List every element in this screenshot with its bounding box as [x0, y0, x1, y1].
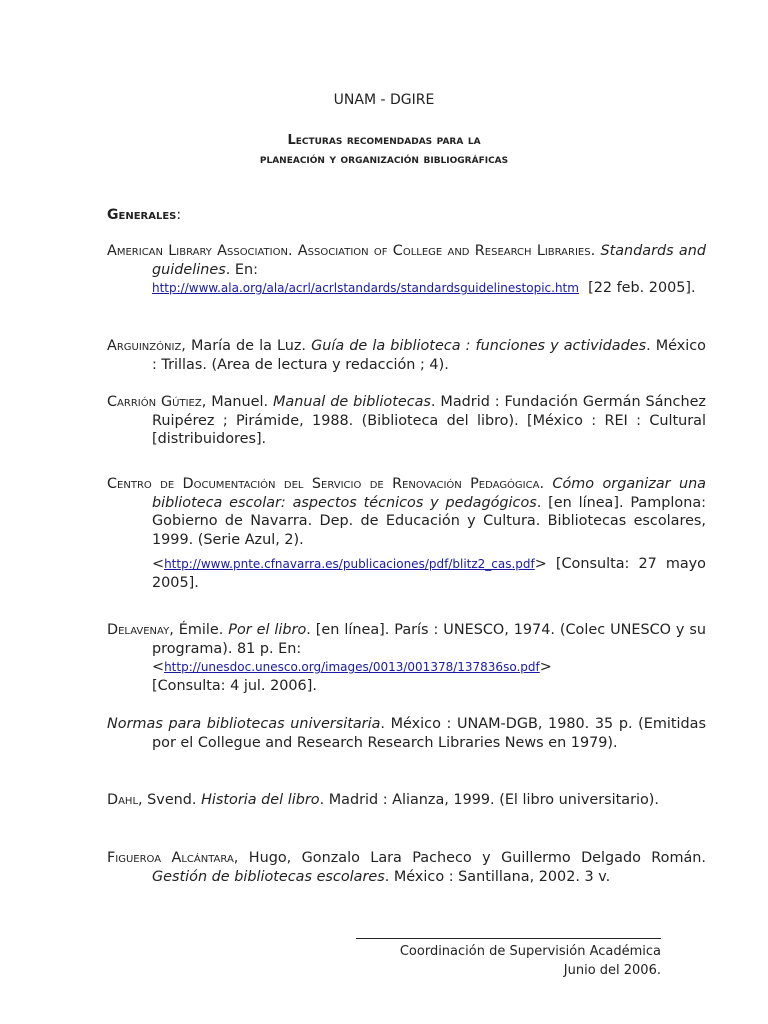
entry-author-rest: , Manuel. [201, 394, 269, 410]
reference-entry-figueroa [107, 849, 706, 886]
footer-line-1: Coordinación de Supervisión Académica [399, 944, 661, 959]
reference-entry-centro [107, 475, 706, 593]
entry-text: . Madrid : Alianza, 1999. (El libro universitario). [319, 792, 659, 808]
reference-entry-ala [107, 242, 706, 298]
entry-consulta: [Consulta: 4 jul. 2006]. [152, 677, 317, 694]
entry-text: . [en línea]. Pamplona: Gobierno de Navarra. Dep. de Educación y Cultura. Bibliotecas escolares, 1999. (Serie Azul, 2). [152, 494, 706, 548]
entry-title: Standards and guidelines [152, 243, 706, 278]
entry-text: . México : UNAM-DGB, 1980. 35 p. (Emitidas por el Collegue and Research Research Libraries News en 1979). [152, 716, 706, 751]
entry-title: Por el libro [228, 622, 307, 638]
url-open-bracket: < [152, 556, 165, 573]
entry-author: Dahl [107, 792, 139, 808]
footer-divider [356, 938, 661, 939]
reference-entry-dahl [107, 791, 706, 810]
url-close-bracket: > [534, 556, 547, 573]
footer-line-2: Junio del 2006. [563, 963, 661, 978]
entry-author: Arguinzóniz [107, 338, 182, 354]
entry-url-link[interactable]: http://www.ala.org/ala/acrl/acrlstandards/standardsguidelinestopic.htm [152, 281, 579, 296]
entry-author-rest: , Svend. [138, 792, 197, 808]
section-heading-text: Generales [107, 207, 177, 223]
reference-entry-delavenay [107, 621, 706, 695]
entry-url-line [152, 555, 706, 592]
entry-url-link[interactable]: http://www.pnte.cfnavarra.es/publicaciones/pdf/blitz2_cas.pdf [164, 557, 535, 572]
entry-text: . México : Trillas. (Area de lectura y redacción ; 4). [152, 338, 706, 373]
entry-title: Manual de bibliotecas [273, 394, 431, 410]
entry-author-rest: , María de la Luz. [181, 338, 306, 354]
entry-title: Historia del libro [201, 792, 320, 808]
entry-author-rest: , Hugo, Gonzalo Lara Pacheco y Guillermo Delgado Román. [233, 850, 706, 866]
url-close-bracket: > [539, 659, 552, 676]
entry-author: Delavenay [107, 622, 170, 638]
entry-consulta: [22 feb. 2005]. [588, 280, 696, 297]
page-header: UNAM - DGIRE [333, 92, 435, 108]
title-line-1: Lecturas recomendadas para la [287, 133, 481, 148]
entry-title: Guía de la biblioteca : funciones y actividades [311, 338, 647, 354]
entry-author: American Library Association. Association of College and Research Libraries. [107, 243, 596, 259]
title-line-2: planeación y organización bibliográficas [259, 152, 509, 167]
reference-entry-carrion [107, 393, 706, 449]
entry-text: . Madrid : Fundación Germán Sánchez Ruipérez ; Pirámide, 1988. (Biblioteca del libro). [México : REI : Cultural [distribuidores]. [152, 394, 706, 448]
url-open-bracket: < [152, 659, 165, 676]
reference-entry-arguinzoniz [107, 337, 706, 374]
entry-author: Figueroa Alcántara [107, 850, 234, 866]
document-title [0, 131, 768, 169]
page-footer [400, 942, 661, 980]
entry-title: Normas para bibliotecas universitaria [107, 716, 381, 732]
entry-title: Cómo organizar una biblioteca escolar: aspectos técnicos y pedagógicos [152, 476, 707, 511]
entry-title: Gestión de bibliotecas escolares [152, 868, 385, 885]
entry-consulta: [Consulta: 27 mayo 2005]. [152, 556, 706, 591]
section-heading-colon: : [176, 207, 182, 223]
reference-entry-normas [107, 715, 706, 752]
entry-text: . En: [225, 261, 258, 278]
entry-text: . [en línea]. París : UNESCO, 1974. (Colec UNESCO y su programa). 81 p. En: [152, 622, 707, 657]
entry-author: Carrión Gútiez [107, 394, 202, 410]
entry-author: Centro de Documentación del Servicio de Renovación Pedagógica. [107, 476, 545, 492]
entry-text: . México : Santillana, 2002. 3 v. [384, 868, 611, 885]
section-heading [107, 207, 181, 223]
entry-author-rest: , Émile. [169, 622, 224, 638]
entry-url-link[interactable]: http://unesdoc.unesco.org/images/0013/001378/137836so.pdf [164, 660, 540, 675]
